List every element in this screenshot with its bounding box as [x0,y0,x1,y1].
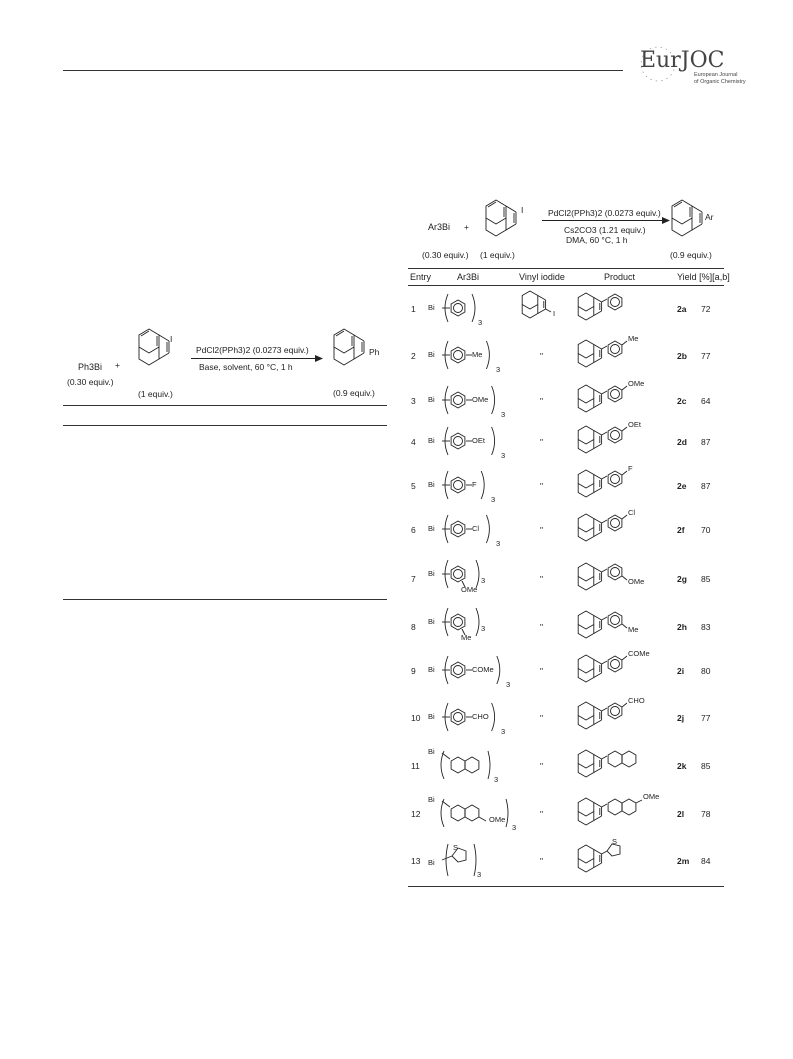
left-table-rule-1 [63,405,387,406]
aryl-substituent-label: F [472,480,477,489]
product-substituent-label: OMe [643,792,660,801]
left-reagent2-equiv: (1 equiv.) [138,389,173,399]
right-product-substituent: Ar [705,212,714,222]
product-structure-icon [574,465,669,511]
entry-number: 11 [411,761,420,771]
entry-number: 13 [411,856,421,866]
logo-subtitle-1: European Journal [694,72,738,78]
left-product-equiv: (0.9 equiv.) [333,388,375,398]
aryl-substituent-label: Cl [472,524,480,533]
compound-number: 2e [677,481,687,491]
entry-number: 2 [411,351,416,361]
col-header-product: Product [604,272,636,282]
aryl-substituent-label: OEt [472,436,485,445]
ditto-mark: " [540,622,544,632]
right-reagent1-equiv: (0.30 equiv.) [422,250,469,260]
yield-value: 83 [701,622,711,632]
stoichiometry-subscript: 3 [478,318,483,327]
bismuth-label: Bi [428,350,435,359]
yield-value: 85 [701,761,711,771]
stoichiometry-subscript: 3 [501,410,506,419]
product-structure-icon [574,558,669,604]
product-substituent-label: OMe [628,577,645,586]
stoichiometry-subscript: 3 [481,576,486,585]
entry-number: 9 [411,666,416,676]
right-reagent2-equiv: (1 equiv.) [480,250,515,260]
right-reaction-arrow [542,220,667,221]
product-structure-icon [574,509,669,555]
aryl-bismuth-structure-icon [428,288,513,332]
aryl-substituent-label: COMe [472,665,494,674]
compound-number: 2d [677,437,687,447]
right-base: Cs2CO3 (1.21 equiv.) [564,225,646,235]
product-structure-icon [574,335,669,381]
left-scheme [63,325,388,405]
ditto-mark: " [540,856,544,866]
product-structure-icon [574,745,669,791]
entry-number: 7 [411,574,416,584]
stoichiometry-subscript: 3 [481,624,486,633]
vinyl-iodide-structure-icon [518,288,568,332]
left-iodo-label: I [170,334,173,344]
yield-value: 84 [701,856,711,866]
aryl-bismuth-structure-icon [428,558,513,602]
journal-logo [628,42,768,92]
bismuth-label: Bi [428,858,435,867]
thiophene-sulfur-label: S [453,843,459,852]
aryl-substituent-label: OMe [489,815,506,824]
yield-value: 77 [701,713,711,723]
stoichiometry-subscript: 3 [501,727,506,736]
bismuth-label: Bi [428,747,435,756]
vinyl-iodide-iodo-label: I [553,309,556,318]
aryl-bismuth-structure-icon [428,840,513,884]
left-reagent1: Ph3Bi [78,362,103,372]
entry-number: 5 [411,481,416,491]
stoichiometry-subscript: 3 [496,539,501,548]
aryl-substituent-label: OMe [461,585,478,594]
compound-number: 2h [677,622,687,632]
ditto-mark: " [540,481,544,491]
left-product-substituent: Ph [369,347,380,357]
left-catalyst: PdCl2(PPh3)2 (0.0273 equiv.) [196,345,309,355]
product-substituent-label: F [628,464,633,473]
bismuth-label: Bi [428,569,435,578]
stoichiometry-subscript: 3 [506,680,511,689]
bismuth-label: Bi [428,665,435,674]
aryl-bismuth-structure-icon [428,745,513,789]
bismuth-label: Bi [428,303,435,312]
compound-number: 2m [677,856,690,866]
entry-number: 6 [411,525,416,535]
col-header-entry: Entry [410,272,432,282]
entry-number: 4 [411,437,416,447]
right-product-equiv: (0.9 equiv.) [670,250,712,260]
ditto-mark: " [540,396,544,406]
entry-number: 1 [411,304,416,314]
left-arrowhead-icon [315,355,323,362]
product-structure-icon [574,650,669,696]
ditto-mark: " [540,713,544,723]
aryl-bismuth-structure-icon [428,650,513,694]
product-substituent-label: OEt [628,420,641,429]
yield-value: 72 [701,304,711,314]
bismuth-label: Bi [428,712,435,721]
logo-subtitle-2: of Organic Chemistry [694,79,746,85]
entry-number: 8 [411,622,416,632]
entry-number: 10 [411,713,421,723]
yield-value: 80 [701,666,711,676]
left-reaction-arrow [191,358,319,359]
right-plus: + [464,222,469,232]
compound-number: 2k [677,761,687,771]
product-structure-icon [574,840,669,886]
aryl-substituent-label: Me [461,633,472,642]
ditto-mark: " [540,666,544,676]
product-substituent-label: CHO [628,696,645,705]
compound-number: 2c [677,396,687,406]
yield-value: 85 [701,574,711,584]
aryl-substituent-label: Me [472,350,483,359]
right-table-header-rule [408,285,724,286]
right-iodo-label: I [521,205,524,215]
compound-number: 2a [677,304,687,314]
bismuth-label: Bi [428,795,435,804]
entry-number: 3 [411,396,416,406]
left-reagent1-equiv: (0.30 equiv.) [67,377,114,387]
yield-value: 70 [701,525,711,535]
ditto-mark: " [540,525,544,535]
col-header-ar3bi: Ar3Bi [457,272,480,282]
yield-value: 87 [701,481,711,491]
product-substituent-label: Me [628,625,639,634]
product-substituent-label: COMe [628,649,650,658]
stoichiometry-subscript: 3 [477,870,482,879]
bismuth-label: Bi [428,617,435,626]
product-substituent-label: OMe [628,379,645,388]
bismuth-label: Bi [428,436,435,445]
header-rule [63,70,623,71]
entry-number: 12 [411,809,421,819]
product-structure-icon [574,288,669,334]
product-structure-icon [574,697,669,743]
ditto-mark: " [540,351,544,361]
aryl-substituent-label: CHO [472,712,489,721]
aryl-substituent-label: OMe [472,395,489,404]
product-substituent-label: S [612,837,618,846]
bismuth-label: Bi [428,395,435,404]
left-table-rule-2 [63,425,387,426]
right-scheme [408,198,728,270]
bismuth-label: Bi [428,480,435,489]
aryl-bismuth-structure-icon [428,335,513,379]
right-reagent1: Ar3Bi [428,222,451,232]
left-table-rule-3 [63,599,387,600]
logo-text: EurJOC [640,48,725,73]
compound-number: 2l [677,809,685,819]
stoichiometry-subscript: 3 [494,775,499,784]
ditto-mark: " [540,574,544,584]
col-header-vinyl-iodide: Vinyl iodide [519,272,565,282]
yield-value: 87 [701,437,711,447]
yield-value: 77 [701,351,711,361]
product-structure-icon [574,606,669,652]
compound-number: 2b [677,351,687,361]
ditto-mark: " [540,809,544,819]
ditto-mark: " [540,437,544,447]
col-header-yield: Yield [%][a,b] [677,272,730,282]
compound-number: 2i [677,666,685,676]
ditto-mark: " [540,761,544,771]
right-catalyst: PdCl2(PPh3)2 (0.0273 equiv.) [548,208,661,218]
product-structure-icon [574,421,669,467]
aryl-bismuth-structure-icon [428,509,513,553]
aryl-bismuth-structure-icon [428,606,513,650]
product-structure-icon [574,380,669,426]
right-conditions: DMA, 60 °C, 1 h [566,235,628,245]
left-conditions: Base, solvent, 60 °C, 1 h [199,362,293,372]
aryl-bismuth-structure-icon [428,465,513,509]
compound-number: 2j [677,713,685,723]
product-substituent-label: Cl [628,508,636,517]
stoichiometry-subscript: 3 [496,365,501,374]
left-plus: + [115,360,120,370]
stoichiometry-subscript: 3 [491,495,496,504]
stoichiometry-subscript: 3 [512,823,517,832]
compound-number: 2f [677,525,685,535]
bismuth-label: Bi [428,524,435,533]
yield-value: 78 [701,809,711,819]
right-table-bottom-rule [408,886,724,887]
yield-value: 64 [701,396,711,406]
stoichiometry-subscript: 3 [501,451,506,460]
right-table-top-rule [408,268,724,269]
right-product-icon [666,198,716,248]
compound-number: 2g [677,574,687,584]
product-substituent-label: Me [628,334,639,343]
